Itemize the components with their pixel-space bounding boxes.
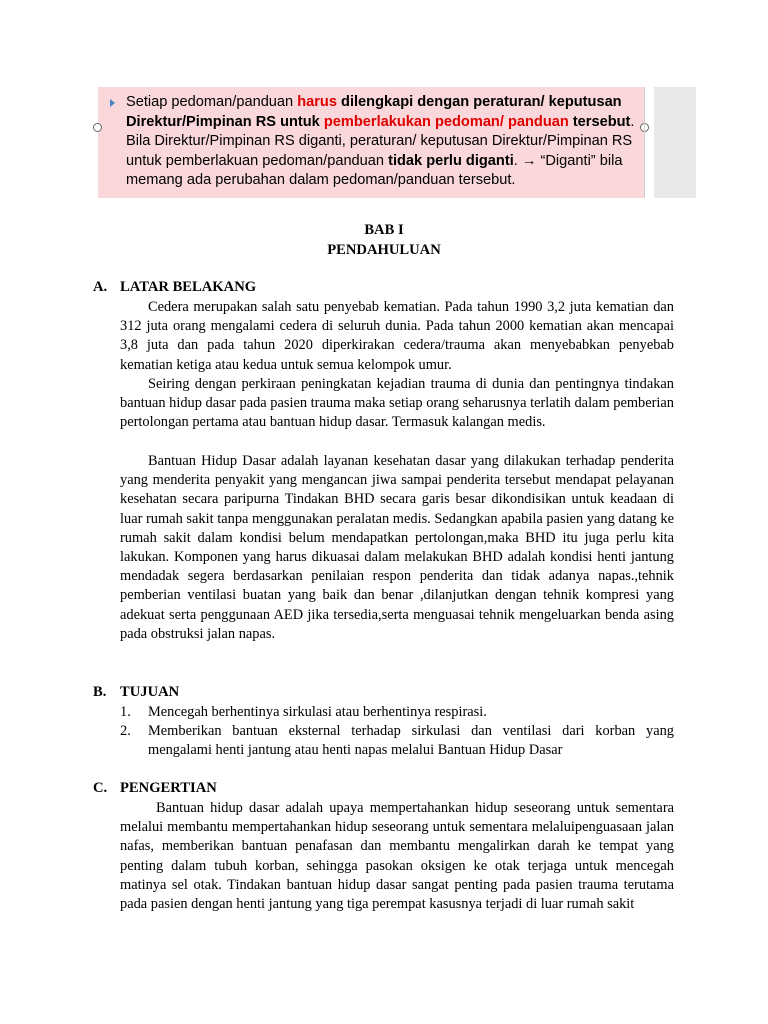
- section-title: TUJUAN: [120, 684, 180, 700]
- section-title: LATAR BELAKANG: [120, 279, 257, 295]
- callout-emphasis-harus: harus: [297, 94, 337, 110]
- section-a-heading: [93, 279, 256, 296]
- objectives-list: [120, 703, 674, 761]
- bullet-arrow-icon: [110, 99, 115, 107]
- section-letter: B.: [93, 684, 107, 700]
- list-number: 1.: [120, 704, 131, 720]
- chapter-title: PENDAHULUAN: [327, 242, 441, 258]
- paragraph: Cedera merupakan salah satu penyebab kematian. Pada tahun 1990 3,2 juta kematian dan 312 juta orang mengalami cedera di seluruh dunia. Pada tahun 2000 kematian akan mencapai 3,8 juta dan pada tahun 2020 diperkirakan cedera/trauma akan menyebabkan penyebab kematian ketiga atau kedua untuk semua kelompok umur.: [120, 299, 674, 373]
- callout-emphasis-pemberlakukan: pemberlakukan pedoman/ panduan: [323, 113, 569, 130]
- list-item: [120, 722, 674, 760]
- list-item: [120, 703, 674, 722]
- chapter-number: BAB I: [364, 222, 404, 238]
- list-text: Memberikan bantuan eksternal terhadap sirkulasi dan ventilasi dari korban yang mengalami henti jantung atau henti napas melalui Bantuan Hidup Dasar: [148, 723, 674, 759]
- paragraph: Bantuan hidup dasar adalah upaya mempertahankan hidup seseorang untuk sementara melalui membantu mempertahankan hidup seseorang untuk sementara melaluipenguasaan jalan nafas, memberikan bantuan penafasan dan membantu mengalirkan darah ke tempat yang penting dalam tubuh korban, sehingga pasokan oksigen ke otak terjaga untuk mencegah matinya sel otak. Tindakan bantuan hidup dasar sangat penting pada pasien trauma terutama pada pasien dengan henti jantung yang tiga perempat kasusnya terjadi di luar rumah sakit: [120, 800, 674, 913]
- annotation-callout[interactable]: [98, 87, 644, 198]
- section-title: PENGERTIAN: [120, 780, 217, 796]
- callout-part-bold: tersebut: [568, 113, 631, 130]
- callout-part-bold: dilengkapi dengan peraturan/ keputusan Direktur/Pimpinan RS untuk: [126, 94, 622, 130]
- paragraph: Seiring dengan perkiraan peningkatan kejadian trauma di dunia dan pentingnya tindakan bantuan hidup dasar pada pasien trauma maka setiap orang seharusnya terlatih dalam pemberian pertolongan pertama atau bantuan hidup dasar. Termasuk kalangan medis.: [120, 376, 674, 431]
- section-letter: A.: [93, 279, 108, 295]
- side-panel: [654, 87, 696, 198]
- list-number: 2.: [120, 723, 131, 740]
- section-b-heading: [93, 684, 179, 701]
- callout-part: . Bila Direktur/Pimpinan RS diganti, peraturan/ keputusan Direktur/Pimpinan RS untuk pemberlakuan pedoman/panduan: [126, 113, 635, 169]
- resize-handle-left[interactable]: [93, 123, 102, 132]
- callout-part: Setiap pedoman/panduan: [126, 94, 298, 110]
- list-text: Mencegah berhentinya sirkulasi atau berhentinya respirasi.: [148, 704, 487, 720]
- paragraph: Bantuan Hidup Dasar adalah layanan kesehatan dasar yang dilakukan terhadap penderita yang menderita penyakit yang mengancan jiwa sampai penderita tersebut mendapat pelayanan kesehatan secara paripurna Tindakan BHD secara garis besar dikondisikan untuk keadaan di luar rumah sakit tanpa menggunakan peralatan medis. Sedangkan apabila pasien yang datang ke rumah sakit dalam kondisi belum mendapatkan pertolongan,maka BHD itu juga perlu kita lakukan. Komponen yang harus dikuasai dalam melakukan BHD adalah kondisi henti jantung mendadak segera berdasarkan penilaian respon penderita dan tidak adanya napas.,tehnik pemberian ventilasi buatan yang baik dan benar ,dilanjutkan dengan tehnik kompresi yang adekuat serta penggunaan AED jika tersedia,serta menguasai tehnik mengeluarkan benda asing pada obstruksi jalan napas.: [120, 453, 674, 642]
- callout-part: . → “Diganti” bila memang ada perubahan dalam pedoman/panduan tersebut.: [126, 152, 623, 188]
- section-c-heading: [93, 780, 217, 797]
- divider: [644, 87, 645, 198]
- callout-text: [126, 94, 634, 188]
- callout-emphasis-tidak-perlu: tidak perlu diganti: [388, 152, 514, 169]
- section-letter: C.: [93, 780, 108, 796]
